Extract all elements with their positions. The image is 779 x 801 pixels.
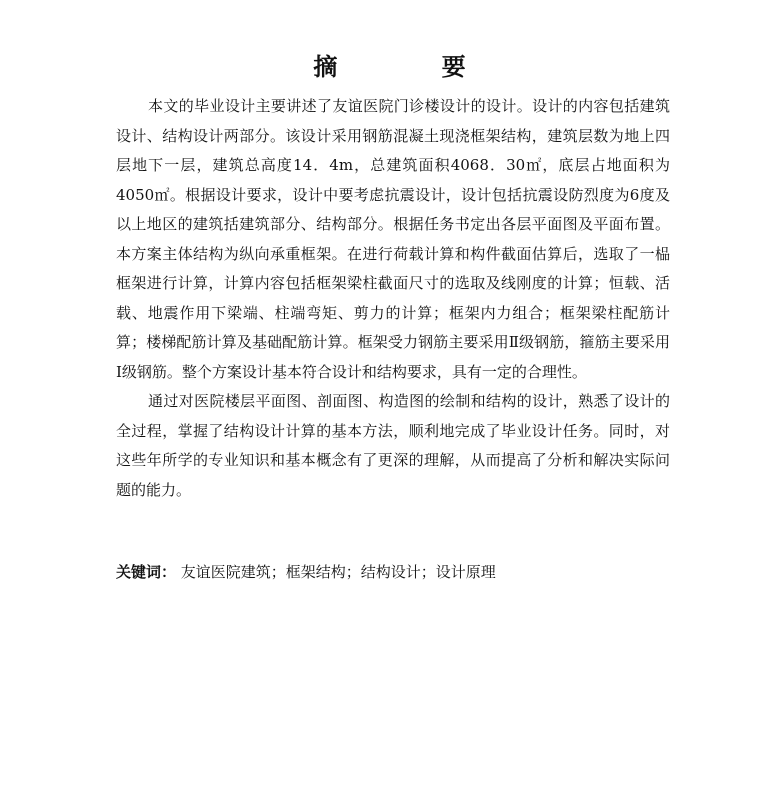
keywords-label: 关键词： xyxy=(116,563,177,581)
abstract-paragraph-2: 通过对医院楼层平面图、剖面图、构造图的绘制和结构的设计，熟悉了设计的全过程，掌握了结构设计计算的基本方法，顺利地完成了毕业设计任务。同时，对这些年所学的专业知识和基本概念有了更深的理解，从而提高了分析和解决实际问题的能力。 xyxy=(116,392,670,499)
abstract-body xyxy=(116,92,670,505)
page-title: 摘 要 xyxy=(313,53,514,81)
keywords-line xyxy=(116,560,670,584)
abstract-paragraph-1: 本文的毕业设计主要讲述了友谊医院门诊楼设计的设计。设计的内容包括建筑设计、结构设计两部分。该设计采用钢筋混凝土现浇框架结构，建筑层数为地上四层地下一层，建筑总高度14．4m，总建筑面积4068．30㎡，底层占地面积为4050㎡。根据设计要求，设计中要考虑抗震设计，设计包括抗震设防烈度为6度及以上地区的建筑括建筑部分、结构部分。根据任务书定出各层平面图及平面布置。本方案主体结构为纵向承重框架。在进行荷载计算和构件截面估算后，选取了一榀框架进行计算，计算内容包括框架梁柱截面尺寸的选取及线刚度的计算；恒载、活载、地震作用下梁端、柱端弯矩、剪力的计算；框架内力组合；框架梁柱配筋计算；楼梯配筋计算及基础配筋计算。框架受力钢筋主要采用Ⅱ级钢筋，箍筋主要采用Ⅰ级钢筋。整个方案设计基本符合设计和结构要求，具有一定的合理性。 xyxy=(116,97,670,381)
keywords-text: 友谊医院建筑；框架结构；结构设计；设计原理 xyxy=(180,563,496,581)
